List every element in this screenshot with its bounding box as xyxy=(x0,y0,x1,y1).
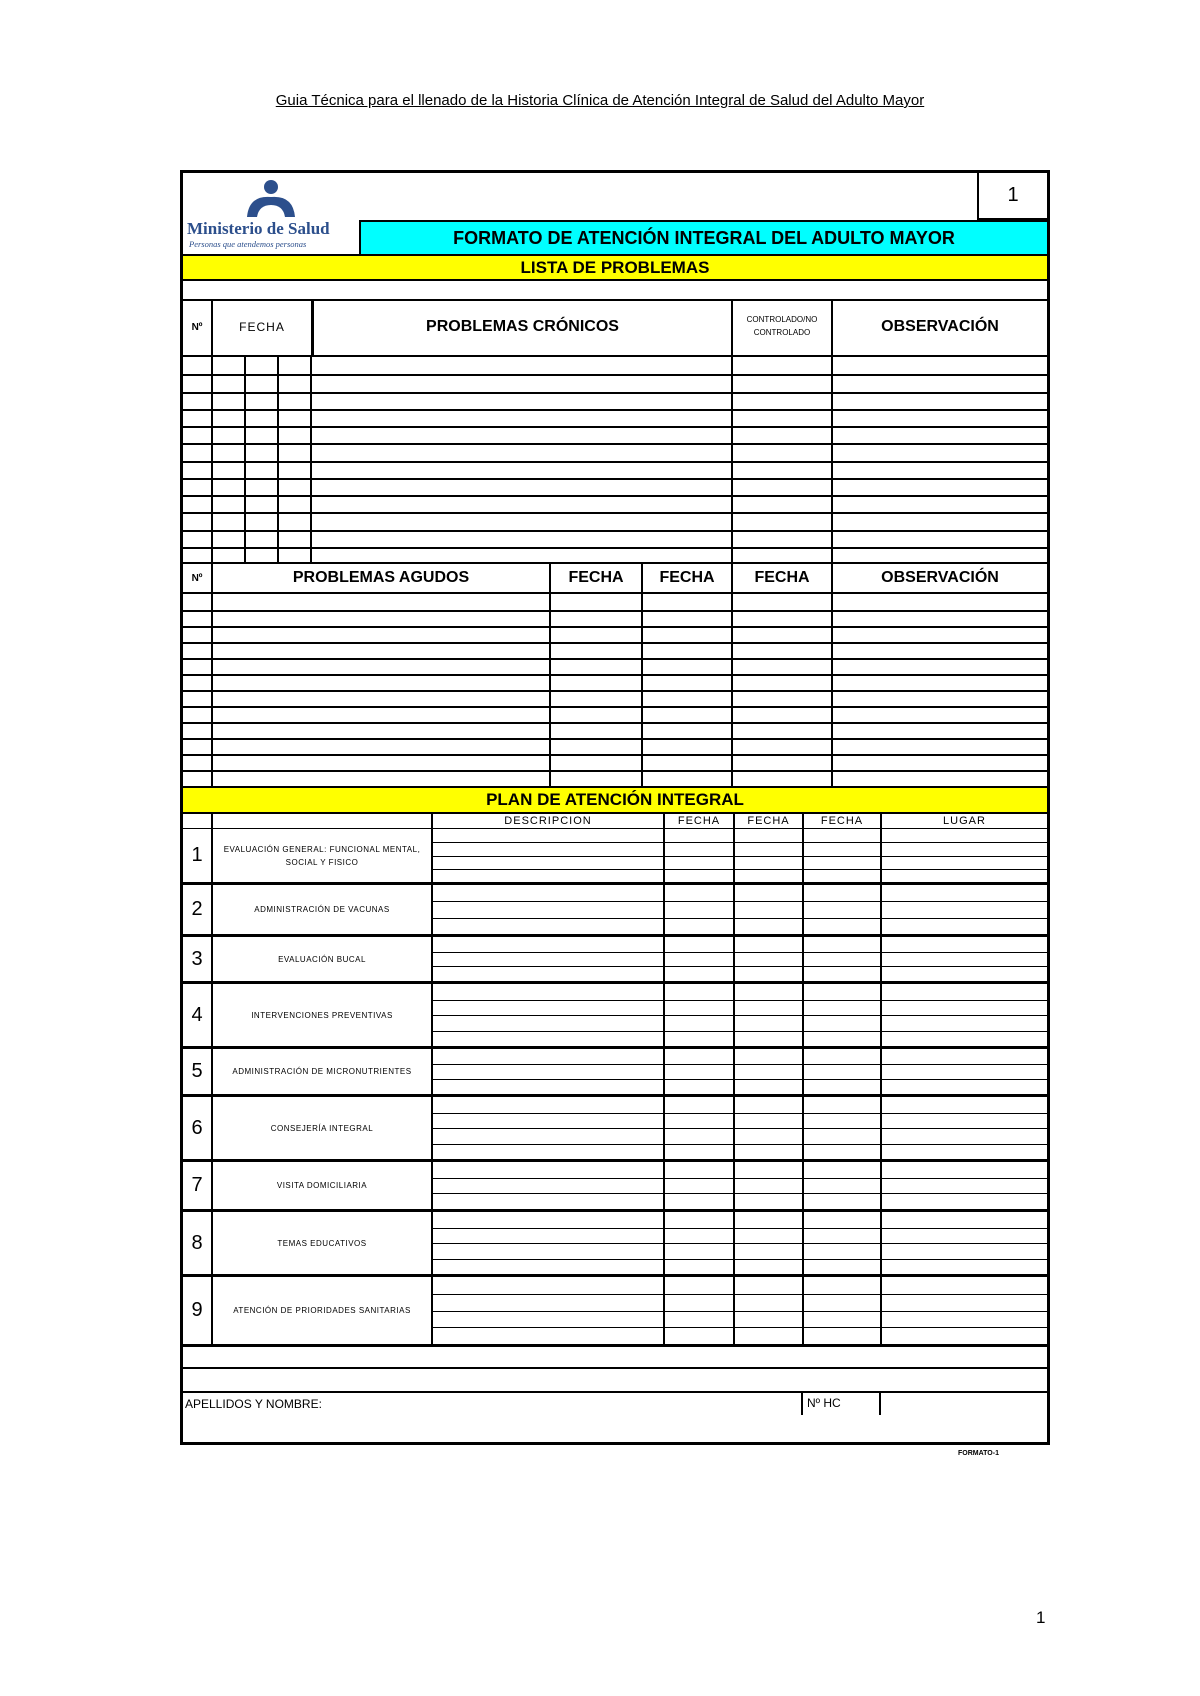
plan-item-number: 2 xyxy=(191,898,203,920)
agudos-grid xyxy=(183,594,1047,786)
plan-item-row xyxy=(183,829,1047,885)
cronicos-row-line xyxy=(183,530,1047,532)
plan-column-line xyxy=(802,1049,804,1094)
plan-header xyxy=(183,814,1047,829)
plan-subrow-line xyxy=(431,966,1047,967)
plan-column-line xyxy=(663,885,665,934)
plan-column-line xyxy=(431,1049,433,1094)
formato-label: FORMATO-1 xyxy=(958,1450,999,1457)
cronicos-row-line xyxy=(183,461,1047,463)
plan-column-line xyxy=(663,1162,665,1209)
agudos-row-line xyxy=(183,626,1047,628)
plan-column-line xyxy=(802,937,804,981)
plan-fecha1-header: FECHA xyxy=(663,814,733,828)
plan-grid xyxy=(183,829,1047,1369)
agudos-row-line xyxy=(183,610,1047,612)
form-number: 1 xyxy=(977,173,1047,220)
cron-fecha-header: FECHA xyxy=(211,299,311,355)
plan-item-number: 5 xyxy=(191,1060,203,1082)
cronicos-row-line xyxy=(183,409,1047,411)
apellidos-label: APELLIDOS Y NOMBRE: xyxy=(185,1397,322,1411)
plan-item-row xyxy=(183,1212,1047,1277)
plan-lugar-header: LUGAR xyxy=(880,814,1047,828)
cron-num-header: Nº xyxy=(191,321,203,333)
page-number: 1 xyxy=(1036,1608,1046,1627)
plan-column-line xyxy=(431,937,433,981)
ag-problemas-header: PROBLEMAS AGUDOS xyxy=(211,564,549,592)
plan-item-label: ADMINISTRACIÓN DE VACUNAS xyxy=(211,885,431,934)
agudos-header xyxy=(183,564,1047,594)
plan-item-row xyxy=(183,1162,1047,1212)
plan-item-label: ATENCIÓN DE PRIORIDADES SANITARIAS xyxy=(211,1277,431,1344)
agudos-row-line xyxy=(183,658,1047,660)
agudos-row-line xyxy=(183,674,1047,676)
plan-subrow-line xyxy=(431,1015,1047,1016)
plan-subrow-line xyxy=(431,901,1047,902)
cronicos-row-line xyxy=(183,426,1047,428)
plan-column-line xyxy=(880,1049,882,1094)
plan-item-row xyxy=(183,1049,1047,1097)
plan-subrow-line xyxy=(431,1228,1047,1229)
plan-column-line xyxy=(802,885,804,934)
cronicos-row-line xyxy=(183,512,1047,514)
plan-subrow-line xyxy=(431,1327,1047,1328)
ministerio-logo xyxy=(185,175,357,253)
plan-item-label: EVALUACIÓN BUCAL xyxy=(211,937,431,981)
plan-column-line xyxy=(880,885,882,934)
plan-column-line xyxy=(802,1162,804,1209)
plan-subrow-line xyxy=(431,1031,1047,1032)
plan-item-number: 1 xyxy=(191,844,203,866)
ag-fecha1-header: FECHA xyxy=(549,564,641,592)
ag-obs-header: OBSERVACIÓN xyxy=(831,564,1047,592)
plan-item-number: 9 xyxy=(191,1299,203,1321)
plan-subrow-line xyxy=(431,952,1047,953)
cron-obs-header: OBSERVACIÓN xyxy=(831,299,1047,355)
plan-column-line xyxy=(880,937,882,981)
plan-subrow-line xyxy=(431,1079,1047,1080)
logo-tagline: Personas que atendemos personas xyxy=(189,239,307,249)
plan-column-line xyxy=(431,885,433,934)
plan-title: PLAN DE ATENCIÓN INTEGRAL xyxy=(183,786,1047,814)
plan-column-line xyxy=(431,1162,433,1209)
cronicos-row-line xyxy=(183,443,1047,445)
cronicos-row-line xyxy=(183,374,1047,376)
controlado-line1: CONTROLADO/NO xyxy=(746,315,818,324)
plan-subrow-line xyxy=(431,1311,1047,1312)
logo-name: Ministerio de Salud xyxy=(187,219,330,238)
plan-column-line xyxy=(663,1049,665,1094)
cronicos-row-line xyxy=(183,547,1047,549)
document-header: Guia Técnica para el llenado de la Historia Clínica de Atención Integral de Salud del Adulto Mayor xyxy=(275,92,925,109)
plan-subrow-line xyxy=(431,1064,1047,1065)
plan-column-line xyxy=(733,1049,735,1094)
plan-item-number: 7 xyxy=(191,1174,203,1196)
plan-item-row xyxy=(183,984,1047,1049)
ag-fecha3-header: FECHA xyxy=(731,564,831,592)
plan-column-line xyxy=(733,885,735,934)
plan-subrow-line xyxy=(431,1259,1047,1260)
plan-subrow-line xyxy=(431,1128,1047,1129)
ministerio-emblem-icon xyxy=(241,177,301,221)
plan-item-label: VISITA DOMICILIARIA xyxy=(211,1162,431,1209)
plan-subrow-line xyxy=(431,869,1047,870)
cron-controlado-header xyxy=(731,299,831,355)
plan-item-label: TEMAS EDUCATIVOS xyxy=(211,1212,431,1274)
plan-subrow-line xyxy=(431,1178,1047,1179)
cronicos-row-line xyxy=(183,495,1047,497)
cronicos-row-line xyxy=(183,478,1047,480)
plan-item-row xyxy=(183,1097,1047,1162)
ag-fecha2-header: FECHA xyxy=(641,564,731,592)
plan-subrow-line xyxy=(431,1243,1047,1244)
agudos-row-line xyxy=(183,738,1047,740)
hc-label: Nº HC xyxy=(801,1391,881,1415)
ag-num-header: Nº xyxy=(191,572,203,584)
plan-subrow-line xyxy=(431,1294,1047,1295)
lista-problemas-title: LISTA DE PROBLEMAS xyxy=(183,254,1047,281)
agudos-row-line xyxy=(183,690,1047,692)
plan-item-number: 6 xyxy=(191,1116,203,1139)
plan-column-line xyxy=(663,937,665,981)
plan-descripcion-header: DESCRIPCION xyxy=(431,814,663,828)
plan-item-label: ADMINISTRACIÓN DE MICRONUTRIENTES xyxy=(211,1049,431,1094)
form-sheet xyxy=(180,170,1050,1445)
plan-subrow-line xyxy=(431,1193,1047,1194)
plan-subrow-line xyxy=(431,842,1047,843)
form-title: FORMATO DE ATENCIÓN INTEGRAL DEL ADULTO MAYOR xyxy=(359,220,1047,254)
plan-item-number: 4 xyxy=(191,1003,203,1026)
plan-subrow-line xyxy=(431,1000,1047,1001)
plan-column-line xyxy=(733,1162,735,1209)
cronicos-grid xyxy=(183,357,1047,564)
cronicos-row-line xyxy=(183,392,1047,394)
cron-problemas-header: PROBLEMAS CRÓNICOS xyxy=(311,299,731,355)
footer-row xyxy=(183,1391,1047,1416)
plan-item-label: INTERVENCIONES PREVENTIVAS xyxy=(211,984,431,1046)
plan-item-row xyxy=(183,937,1047,984)
agudos-row-line xyxy=(183,770,1047,772)
plan-item-label: EVALUACIÓN GENERAL: FUNCIONAL MENTAL, SOCIAL Y FISICO xyxy=(211,829,431,882)
plan-column-line xyxy=(733,937,735,981)
plan-item-label: CONSEJERÍA INTEGRAL xyxy=(211,1097,431,1159)
agudos-row-line xyxy=(183,754,1047,756)
cronicos-header xyxy=(183,299,1047,357)
plan-fecha3-header: FECHA xyxy=(802,814,880,828)
plan-item-row xyxy=(183,1277,1047,1347)
plan-fecha2-header: FECHA xyxy=(733,814,802,828)
plan-subrow-line xyxy=(431,1144,1047,1145)
plan-column-line xyxy=(880,1162,882,1209)
plan-item-number: 8 xyxy=(191,1231,203,1254)
plan-subrow-line xyxy=(431,1113,1047,1114)
plan-item-number: 3 xyxy=(191,947,203,970)
agudos-row-line xyxy=(183,642,1047,644)
agudos-row-line xyxy=(183,706,1047,708)
agudos-row-line xyxy=(183,722,1047,724)
plan-subrow-line xyxy=(431,856,1047,857)
plan-item-row xyxy=(183,885,1047,937)
plan-subrow-line xyxy=(431,918,1047,919)
controlado-line2: CONTROLADO xyxy=(753,328,811,337)
